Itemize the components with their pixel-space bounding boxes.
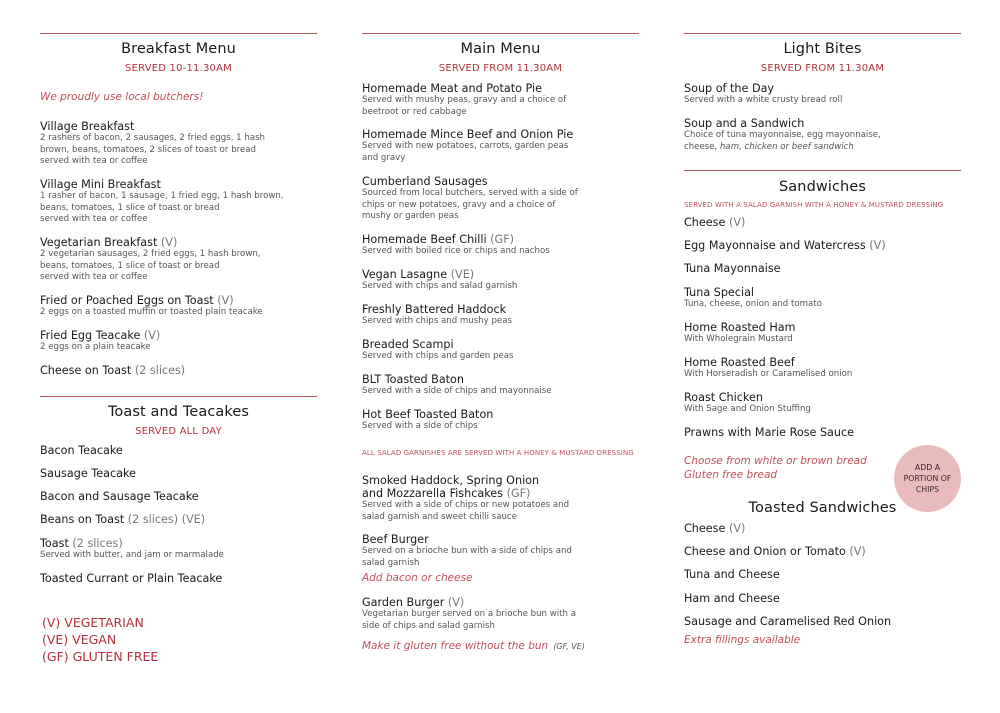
menu-item xyxy=(684,426,961,439)
toast-title: Toast and Teacakes xyxy=(107,404,250,420)
item-desc: mushy or garden peas xyxy=(362,211,459,221)
menu-item xyxy=(362,82,639,118)
item-desc: served with tea or coffee xyxy=(40,214,148,224)
section-divider xyxy=(684,170,961,171)
diet-tag: (2 slices) (VE) xyxy=(127,513,206,526)
item-name: Toast xyxy=(40,537,69,550)
legend-vegan: (VE) VEGAN xyxy=(42,632,117,647)
legend-gluten-free: (GF) GLUTEN FREE xyxy=(42,649,159,664)
item-desc: ham, chicken or beef sandwich xyxy=(719,141,854,152)
diet-tag: (V) xyxy=(728,522,746,535)
item-desc: With Sage and Onion Stuffing xyxy=(684,404,811,414)
light-bites-served: SERVED FROM 11.30AM xyxy=(760,63,885,74)
item-desc: Served with new potatoes, carrots, garden peas xyxy=(362,141,569,151)
breakfast-served: SERVED 10-11.30AM xyxy=(125,63,232,74)
extra-fillings-note: Extra fillings available xyxy=(684,634,801,646)
item-desc: Served with a white crusty bread roll xyxy=(684,95,843,105)
item-desc: 2 vegetarian sausages, 2 fried eggs, 1 hash brown, xyxy=(40,249,261,259)
section-divider xyxy=(684,33,961,34)
toasted-title: Toasted Sandwiches xyxy=(748,500,897,516)
item-desc: 2 eggs on a plain teacake xyxy=(40,342,151,352)
section-divider xyxy=(40,396,317,397)
menu-item xyxy=(684,391,961,416)
menu-item xyxy=(684,82,961,107)
item-name: Prawns with Marie Rose Sauce xyxy=(684,426,855,439)
item-name: Homemade Beef Chilli xyxy=(362,233,487,246)
bread-note xyxy=(684,454,871,482)
menu-item xyxy=(684,239,961,252)
menu-item xyxy=(362,474,639,523)
item-desc: Served with mushy peas, gravy and a choice of xyxy=(362,95,567,105)
item-desc: served with tea or coffee xyxy=(40,272,148,282)
item-name: Hot Beef Toasted Baton xyxy=(362,408,494,421)
item-desc: 1 rasher of bacon, 1 sausage, 1 fried egg, 1 hash brown, xyxy=(40,191,284,201)
menu-item xyxy=(40,444,317,457)
item-name: Homemade Mince Beef and Onion Pie xyxy=(362,128,574,141)
section-divider xyxy=(362,33,639,34)
menu-item xyxy=(40,120,317,168)
diet-tag: (V) xyxy=(849,545,866,558)
item-desc: beetroot or red cabbage xyxy=(362,106,467,117)
item-name: Village Breakfast xyxy=(40,120,135,133)
menu-item xyxy=(684,592,961,605)
menu-item xyxy=(684,356,961,381)
gluten-free-bread-note: Gluten free bread xyxy=(684,469,778,481)
menu-item xyxy=(684,568,961,581)
menu-item xyxy=(40,236,317,284)
main-served: SERVED FROM 11.30AM xyxy=(438,63,563,74)
item-name: Egg Mayonnaise and Watercress xyxy=(684,239,866,252)
menu-item xyxy=(684,615,961,628)
badge-line: CHIPS xyxy=(915,485,940,494)
item-name: Tuna Special xyxy=(684,286,755,299)
item-desc: 2 eggs on a toasted muffin or toasted plain teacake xyxy=(40,307,263,317)
diet-tag: (V) xyxy=(160,236,178,249)
badge-line: ADD A xyxy=(914,463,941,472)
diet-tag: (V) xyxy=(728,216,746,229)
item-name: Sausage Teacake xyxy=(40,467,136,480)
item-desc: Sourced from local butchers, served with a side of xyxy=(362,188,578,198)
menu-item xyxy=(684,545,961,558)
item-desc: cheese, xyxy=(684,141,720,152)
breakfast-title: Breakfast Menu xyxy=(121,41,236,57)
item-desc: Served with chips and garden peas xyxy=(362,351,514,361)
item-desc: salad garnish and sweet chilli sauce xyxy=(362,511,517,522)
item-desc: Served with a side of chips xyxy=(362,421,478,431)
item-name: Homemade Meat and Potato Pie xyxy=(362,82,542,95)
item-name: Cheese on Toast xyxy=(40,364,132,377)
item-desc: 2 rashers of bacon, 2 sausages, 2 fried eggs, 1 hash xyxy=(40,133,265,143)
item-desc: Vegetarian burger served on a brioche bun with a xyxy=(362,609,576,619)
item-desc: With Wholegrain Mustard xyxy=(684,334,793,344)
item-name: Tuna Mayonnaise xyxy=(684,262,781,275)
menu-item xyxy=(40,329,317,354)
menu-item xyxy=(684,522,961,535)
item-name: Freshly Battered Haddock xyxy=(362,303,507,316)
menu-item xyxy=(40,294,317,319)
item-desc: served with tea or coffee xyxy=(40,156,148,166)
diet-tag: (GF, VE) xyxy=(553,642,585,651)
item-desc: chips or new potatoes, gravy and a choice of xyxy=(362,199,556,210)
menu-item xyxy=(40,490,317,503)
menu-item xyxy=(362,233,639,258)
menu-item xyxy=(362,408,639,433)
menu-item xyxy=(362,303,639,328)
item-desc: salad garnish xyxy=(362,557,420,568)
light-bites-title: Light Bites xyxy=(783,41,862,57)
item-name: Ham and Cheese xyxy=(684,592,780,605)
item-desc: With Horseradish or Caramelised onion xyxy=(684,369,853,379)
menu-item xyxy=(40,467,317,480)
item-desc: Choice of tuna mayonnaise, egg mayonnaise, xyxy=(684,130,881,140)
diet-tag: (VE) xyxy=(450,268,475,281)
menu-item xyxy=(362,533,639,585)
diet-legend xyxy=(42,614,158,665)
item-desc: and gravy xyxy=(362,152,406,163)
sandwiches-served: SERVED WITH A SALAD GARNISH WITH A HONEY & MUSTARD DRESSING xyxy=(684,201,944,209)
item-name: BLT Toasted Baton xyxy=(362,373,464,386)
item-desc: Served with butter, and jam or marmalade xyxy=(40,550,224,560)
diet-tag: (2 slices) xyxy=(72,537,123,550)
item-name: Tuna and Cheese xyxy=(684,568,780,581)
diet-tag: (GF) xyxy=(490,233,515,246)
menu-item xyxy=(362,268,639,293)
item-name: Vegetarian Breakfast xyxy=(40,236,158,249)
item-name: and Mozzarella Fishcakes xyxy=(362,487,504,500)
sandwiches-title: Sandwiches xyxy=(778,179,866,195)
menu-item xyxy=(40,572,317,585)
item-name: Smoked Haddock, Spring Onion xyxy=(362,474,540,487)
item-desc: Served with chips and mushy peas xyxy=(362,316,512,326)
item-name: Home Roasted Beef xyxy=(684,356,795,369)
item-name: Home Roasted Ham xyxy=(684,321,796,334)
item-name: Village Mini Breakfast xyxy=(40,178,161,191)
item-name: Cheese xyxy=(684,216,726,229)
menu-item xyxy=(40,513,317,526)
item-desc: Served with a side of chips or new potatoes and xyxy=(362,500,570,510)
diet-tag: (V) xyxy=(143,329,161,342)
menu-item xyxy=(362,338,639,363)
item-desc: beans, tomatoes, 1 slice of toast or bread xyxy=(40,202,220,213)
menu-item xyxy=(40,537,317,562)
item-name: Bacon Teacake xyxy=(40,444,123,457)
menu-item xyxy=(684,321,961,346)
diet-tag: (V) xyxy=(869,239,886,252)
item-name: Vegan Lasagne xyxy=(362,268,448,281)
item-desc: beans, tomatoes, 1 slice of toast or bread xyxy=(40,260,220,271)
item-name: Fried Egg Teacake xyxy=(40,329,141,342)
menu-item xyxy=(684,286,961,311)
item-desc: Served with a side of chips and mayonnaise xyxy=(362,386,552,396)
menu-item xyxy=(40,178,317,226)
menu-item xyxy=(362,596,639,653)
item-name: Cumberland Sausages xyxy=(362,175,488,188)
gluten-free-note: Make it gluten free without the bun xyxy=(362,640,549,652)
item-name: Cheese xyxy=(684,522,726,535)
item-name: Soup of the Day xyxy=(684,82,775,95)
toast-served: SERVED ALL DAY xyxy=(135,426,222,437)
butchers-note: We proudly use local butchers! xyxy=(40,91,204,103)
item-name: Beef Burger xyxy=(362,533,429,546)
item-desc: Served with boiled rice or chips and nachos xyxy=(362,246,550,256)
item-name: Garden Burger xyxy=(362,596,445,609)
section-divider xyxy=(40,33,317,34)
main-title: Main Menu xyxy=(460,41,541,57)
item-desc: Served on a brioche bun with a side of chips and xyxy=(362,546,572,556)
item-name: Soup and a Sandwich xyxy=(684,117,805,130)
menu-item xyxy=(40,364,317,377)
diet-tag: (2 slices) xyxy=(134,364,186,377)
item-name: Cheese and Onion or Tomato xyxy=(684,545,846,558)
bread-choice-note: Choose from white or brown bread xyxy=(684,455,867,467)
menu-item xyxy=(684,262,961,275)
menu-item xyxy=(684,117,961,153)
legend-vegetarian: (V) VEGETARIAN xyxy=(42,615,144,630)
item-name: Toasted Currant or Plain Teacake xyxy=(40,572,223,585)
item-desc: Served with chips and salad garnish xyxy=(362,281,518,291)
add-chips-badge xyxy=(894,445,961,512)
badge-line: PORTION OF xyxy=(903,474,952,483)
salad-dressing-note: ALL SALAD GARNISHES ARE SERVED WITH A HONEY & MUSTARD DRESSING xyxy=(362,449,634,457)
item-desc: side of chips and salad garnish xyxy=(362,620,495,631)
item-desc: Tuna, cheese, onion and tomato xyxy=(684,299,822,309)
diet-tag: (V) xyxy=(217,294,234,307)
diet-tag: (GF) xyxy=(506,487,531,500)
item-name: Roast Chicken xyxy=(684,391,763,404)
item-name: Beans on Toast xyxy=(40,513,125,526)
menu-item xyxy=(684,216,961,229)
item-name: Bacon and Sausage Teacake xyxy=(40,490,199,503)
menu-item xyxy=(362,373,639,398)
menu-item xyxy=(362,128,639,164)
item-name: Sausage and Caramelised Red Onion xyxy=(684,615,892,628)
item-name: Breaded Scampi xyxy=(362,338,454,351)
add-on-note: Add bacon or cheese xyxy=(362,572,473,584)
menu-item xyxy=(362,175,639,223)
item-desc: brown, beans, tomatoes, 2 slices of toast or bread xyxy=(40,144,257,155)
item-name: Fried or Poached Eggs on Toast xyxy=(40,294,214,307)
diet-tag: (V) xyxy=(447,596,465,609)
